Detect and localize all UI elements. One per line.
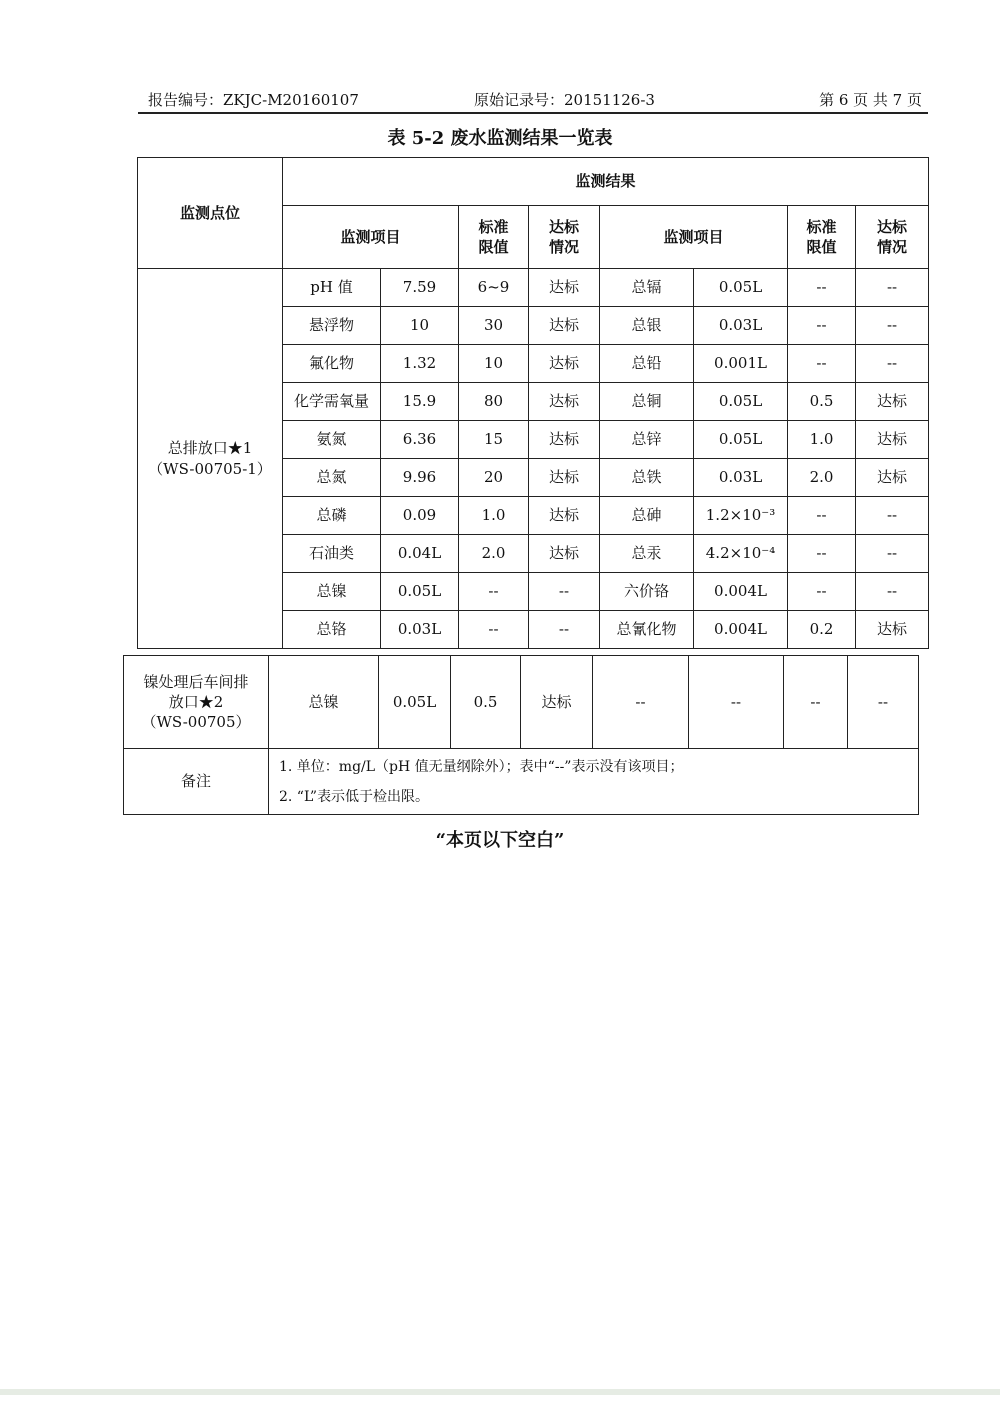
remarks-label: 备注 (124, 749, 269, 815)
cell: -- (593, 656, 689, 749)
cell: 总砷 (600, 497, 694, 535)
cell: 氨氮 (283, 421, 381, 459)
cell: 1.0 (788, 421, 856, 459)
cell: -- (788, 345, 856, 383)
cell: -- (689, 656, 784, 749)
cell: 0.03L (694, 459, 788, 497)
header-status-left: 达标 情况 (529, 206, 600, 269)
cell: 总镉 (600, 269, 694, 307)
page-number: 第 6 页 共 7 页 (819, 91, 922, 109)
cell: 0.001L (694, 345, 788, 383)
record-number: 原始记录号：20151126-3 (474, 91, 655, 109)
cell: 总铅 (600, 345, 694, 383)
cell: -- (856, 345, 929, 383)
point-1-cell: 总排放口★1 （WS-00705-1） (138, 269, 283, 649)
cell: -- (788, 573, 856, 611)
cell: 达标 (856, 459, 929, 497)
header-item-right: 监测项目 (600, 206, 788, 269)
cell: 达标 (529, 345, 600, 383)
cell: -- (529, 573, 600, 611)
cell: -- (848, 656, 919, 749)
cell: 达标 (529, 497, 600, 535)
cell: 10 (381, 307, 459, 345)
cell: 0.05L (694, 421, 788, 459)
remarks-row (124, 749, 919, 815)
cell: -- (856, 573, 929, 611)
cell: -- (788, 535, 856, 573)
header-status-right: 达标 情况 (856, 206, 929, 269)
cell: 化学需氧量 (283, 383, 381, 421)
cell: 达标 (856, 383, 929, 421)
note-2: 2. “L”表示低于检出限。 (279, 788, 430, 805)
cell: -- (788, 269, 856, 307)
cell: -- (784, 656, 848, 749)
header-item-left: 监测项目 (283, 206, 459, 269)
cell: 总镍 (269, 656, 379, 749)
table-title: 表 5-2 废水监测结果一览表 (387, 128, 613, 149)
cell: 达标 (529, 307, 600, 345)
cell: pH 值 (283, 269, 381, 307)
cell: 7.59 (381, 269, 459, 307)
cell: 总铜 (600, 383, 694, 421)
cell: 0.05L (379, 656, 451, 749)
cell: 0.5 (451, 656, 521, 749)
report-number: 报告编号：ZKJC-M20160107 (148, 91, 359, 109)
cell: 0.03L (381, 611, 459, 649)
cell: -- (459, 611, 529, 649)
cell: -- (856, 535, 929, 573)
point-2-cell: 镍处理后车间排 放口★2 （WS-00705） (124, 656, 269, 749)
cell: 6~9 (459, 269, 529, 307)
cell: 6.36 (381, 421, 459, 459)
scan-edge-decoration (0, 1389, 1000, 1395)
cell: 总锌 (600, 421, 694, 459)
cell: 1.2×10⁻³ (694, 497, 788, 535)
header-limit-right: 标准 限值 (788, 206, 856, 269)
cell: 达标 (529, 535, 600, 573)
page-header (138, 86, 928, 114)
cell: 总氮 (283, 459, 381, 497)
cell: 9.96 (381, 459, 459, 497)
cell: 30 (459, 307, 529, 345)
cell: -- (856, 269, 929, 307)
cell: 2.0 (788, 459, 856, 497)
cell: 0.09 (381, 497, 459, 535)
cell: -- (459, 573, 529, 611)
cell: 总铬 (283, 611, 381, 649)
results-table-continued (123, 655, 919, 815)
cell: 达标 (529, 459, 600, 497)
blank-page-notice: “本页以下空白” (435, 830, 565, 851)
cell: 0.05L (381, 573, 459, 611)
cell: 总汞 (600, 535, 694, 573)
cell: 0.05L (694, 269, 788, 307)
cell: 达标 (856, 611, 929, 649)
cell: -- (856, 497, 929, 535)
cell: 0.2 (788, 611, 856, 649)
cell: 总磷 (283, 497, 381, 535)
remarks-text (269, 749, 919, 815)
cell: 达标 (521, 656, 593, 749)
cell: -- (856, 307, 929, 345)
cell: 20 (459, 459, 529, 497)
cell: 达标 (529, 269, 600, 307)
cell: 15.9 (381, 383, 459, 421)
cell: 2.0 (459, 535, 529, 573)
cell: 1.0 (459, 497, 529, 535)
cell: -- (788, 307, 856, 345)
cell: 0.004L (694, 573, 788, 611)
cell: 10 (459, 345, 529, 383)
cell: 15 (459, 421, 529, 459)
cell: 达标 (529, 421, 600, 459)
cell: 六价铬 (600, 573, 694, 611)
cell: 总铁 (600, 459, 694, 497)
cell: 80 (459, 383, 529, 421)
cell: 总氰化物 (600, 611, 694, 649)
cell: 达标 (529, 383, 600, 421)
cell: 0.5 (788, 383, 856, 421)
header-point: 监测点位 (138, 158, 283, 269)
cell: -- (529, 611, 600, 649)
header-limit-left: 标准 限值 (459, 206, 529, 269)
note-1: 1. 单位：mg/L（pH 值无量纲除外）；表中“--”表示没有该项目； (279, 758, 684, 775)
cell: 石油类 (283, 535, 381, 573)
cell: 1.32 (381, 345, 459, 383)
header-results: 监测结果 (283, 158, 929, 206)
cell: 0.004L (694, 611, 788, 649)
cell: 总银 (600, 307, 694, 345)
cell: 0.03L (694, 307, 788, 345)
cell: 总镍 (283, 573, 381, 611)
results-table-main (137, 157, 929, 649)
cell: 达标 (856, 421, 929, 459)
cell: 4.2×10⁻⁴ (694, 535, 788, 573)
cell: 0.05L (694, 383, 788, 421)
cell: -- (788, 497, 856, 535)
table-row (124, 656, 919, 749)
table-row (138, 269, 929, 307)
cell: 悬浮物 (283, 307, 381, 345)
cell: 0.04L (381, 535, 459, 573)
cell: 氟化物 (283, 345, 381, 383)
